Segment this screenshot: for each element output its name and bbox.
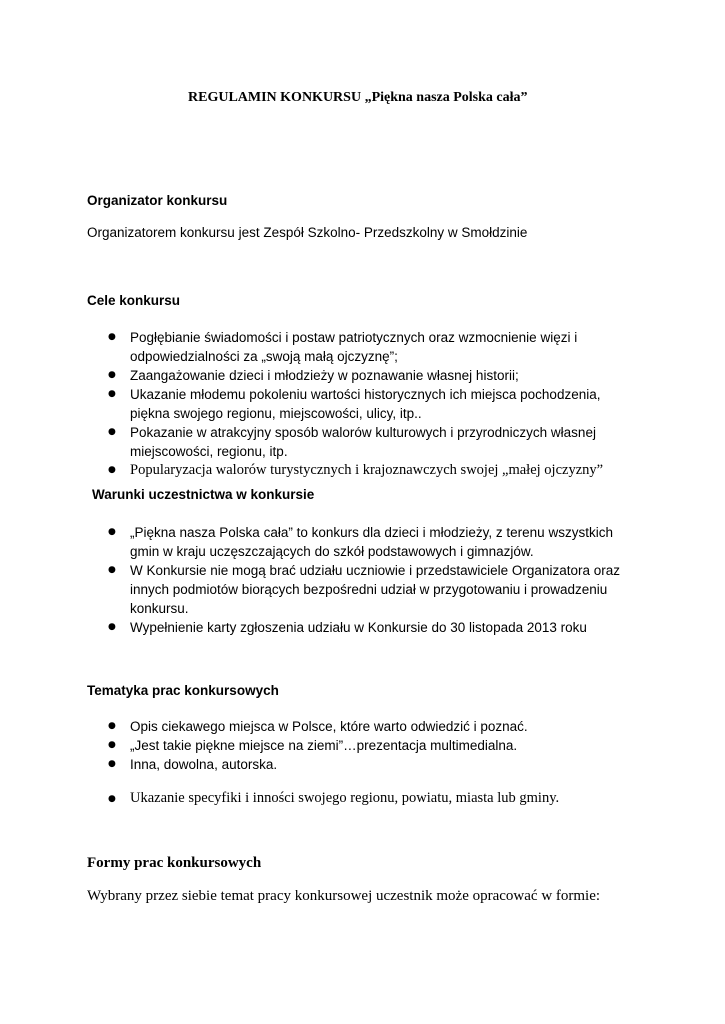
- list-item-line: gmin w kraju uczęszczających do szkół podstawowych i gimnazjów.: [130, 544, 534, 559]
- list-item: [108, 755, 528, 774]
- bullet-icon: ●: [108, 794, 116, 804]
- list-item: [108, 618, 620, 637]
- topics-heading: Tematyka prac konkursowych: [87, 683, 279, 698]
- list-item: [108, 523, 620, 561]
- goals-list: [108, 328, 603, 480]
- list-item-line: „Piękna nasza Polska cała” to konkurs dla dzieci i młodzieży, z terenu wszystkich: [130, 525, 613, 540]
- list-item-line: „Jest takie piękne miejsce na ziemi”…prezentacja multimedialna.: [130, 738, 518, 753]
- list-item-line: Ukazanie specyfiki i inności swojego regionu, powiatu, miasta lub gminy.: [130, 790, 560, 806]
- list-item: [108, 385, 603, 423]
- list-item-line: innych podmiotów biorących bezpośredni udział w przygotowaniu i prowadzeniu: [130, 582, 608, 597]
- list-item: [108, 461, 603, 480]
- list-item-line: Opis ciekawego miejsca w Polsce, które warto odwiedzić i poznać.: [130, 719, 528, 734]
- bullet-icon: ●: [108, 740, 116, 750]
- bullet-icon: ●: [108, 389, 116, 399]
- list-item: [108, 736, 528, 755]
- bullet-icon: ●: [108, 332, 116, 342]
- list-item-line: Zaangażowanie dzieci i młodzieży w poznawanie własnej historii;: [130, 368, 519, 383]
- list-item: [108, 561, 620, 618]
- list-item-line: Wypełnienie karty zgłoszenia udziału w Konkursie do 30 listopada 2013 roku: [130, 620, 587, 635]
- conditions-heading: Warunki uczestnictwa w konkursie: [92, 487, 315, 502]
- page-title: REGULAMIN KONKURSU „Piękna nasza Polska cała”: [188, 90, 528, 105]
- list-item-line: miejscowości, regionu, itp.: [130, 444, 288, 459]
- list-item-line: Popularyzacja walorów turystycznych i krajoznawczych swojej „małej ojczyzny”: [130, 462, 604, 478]
- topics-list: [108, 717, 528, 774]
- bullet-icon: ●: [108, 622, 116, 632]
- bullet-icon: ●: [108, 427, 116, 437]
- list-item-line: konkursu.: [130, 601, 189, 616]
- topics-extra-list: [108, 789, 559, 808]
- organizer-heading: Organizator konkursu: [87, 193, 228, 208]
- list-item-line: W Konkursie nie mogą brać udziału uczniowie i przedstawiciele Organizatora oraz: [130, 563, 620, 578]
- list-item-line: Pokazanie w atrakcyjny sposób walorów kulturowych i przyrodniczych własnej: [130, 425, 596, 440]
- bullet-icon: ●: [108, 565, 116, 575]
- list-item-line: Inna, dowolna, autorska.: [130, 757, 278, 772]
- bullet-icon: ●: [108, 370, 116, 380]
- forms-text: Wybrany przez siebie temat pracy konkursowej uczestnik może opracować w formie:: [87, 888, 601, 904]
- list-item-line: piękna swojego regionu, miejscowości, ulicy, itp..: [130, 406, 422, 421]
- list-item-line: Pogłębianie świadomości i postaw patriotycznych oraz wzmocnienie więzi i: [130, 330, 578, 345]
- list-item: [108, 717, 528, 736]
- list-item: [108, 423, 603, 461]
- organizer-text: Organizatorem konkursu jest Zespół Szkolno- Przedszkolny w Smołdzinie: [87, 225, 528, 240]
- list-item-line: odpowiedzialności za „swoją małą ojczyznę”;: [130, 349, 398, 364]
- forms-heading: Formy prac konkursowych: [87, 855, 262, 871]
- bullet-icon: ●: [108, 465, 116, 475]
- bullet-icon: ●: [108, 527, 116, 537]
- list-item: [108, 366, 603, 385]
- goals-heading: Cele konkursu: [87, 293, 181, 308]
- list-item-line: Ukazanie młodemu pokoleniu wartości historycznych ich miejsca pochodzenia,: [130, 387, 601, 402]
- list-item: [108, 328, 603, 366]
- bullet-icon: ●: [108, 721, 116, 731]
- list-item: [108, 789, 559, 808]
- bullet-icon: ●: [108, 759, 116, 769]
- conditions-list: [108, 523, 620, 637]
